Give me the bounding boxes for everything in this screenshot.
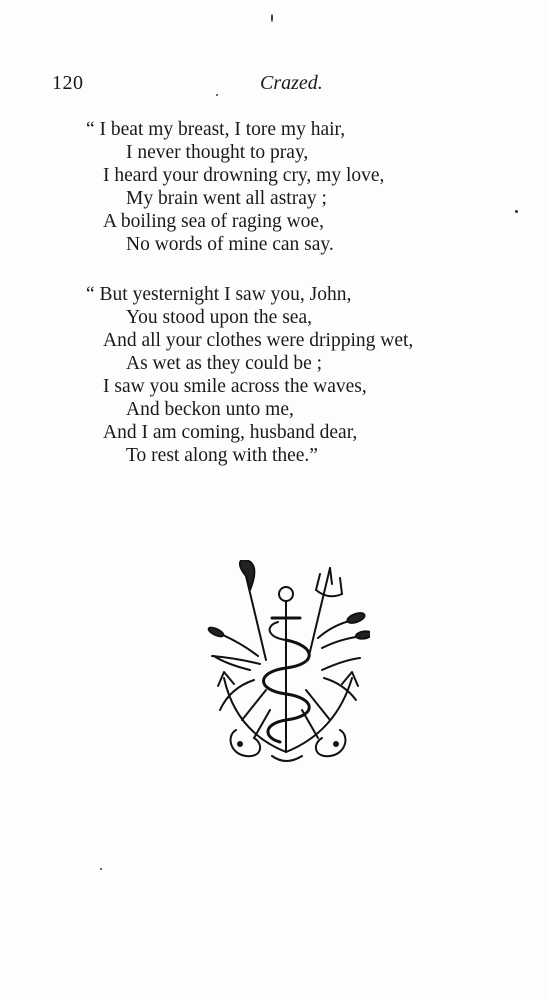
verse-line: I saw you smile across the waves,	[103, 376, 367, 397]
page-number: 120	[52, 72, 84, 94]
anchor-serpent-trident-emblem-icon	[206, 560, 370, 772]
paper-speck	[100, 868, 102, 870]
verse-line: As wet as they could be ;	[126, 353, 323, 374]
verse-line: To rest along with thee.”	[126, 445, 318, 466]
verse-line: “ I beat my breast, I tore my hair,	[86, 119, 346, 140]
verse-line: My brain went all astray ;	[126, 188, 327, 209]
verse-line: A boiling sea of raging woe,	[103, 211, 324, 232]
paper-speck	[271, 14, 273, 22]
paper-speck	[515, 210, 518, 213]
verse-line: And all your clothes were dripping wet,	[103, 330, 414, 351]
verse-line: “ But yesternight I saw you, John,	[86, 284, 352, 305]
paper-speck	[216, 94, 218, 96]
verse-line: I heard your drowning cry, my love,	[103, 165, 385, 186]
verse-line: No words of mine can say.	[126, 234, 334, 255]
verse-line: You stood upon the sea,	[126, 307, 312, 328]
verse-line: I never thought to pray,	[126, 142, 309, 163]
verse-line: And beckon unto me,	[126, 399, 294, 420]
page-header	[0, 72, 549, 100]
running-title: Crazed.	[260, 72, 323, 94]
verse-line: And I am coming, husband dear,	[103, 422, 358, 443]
